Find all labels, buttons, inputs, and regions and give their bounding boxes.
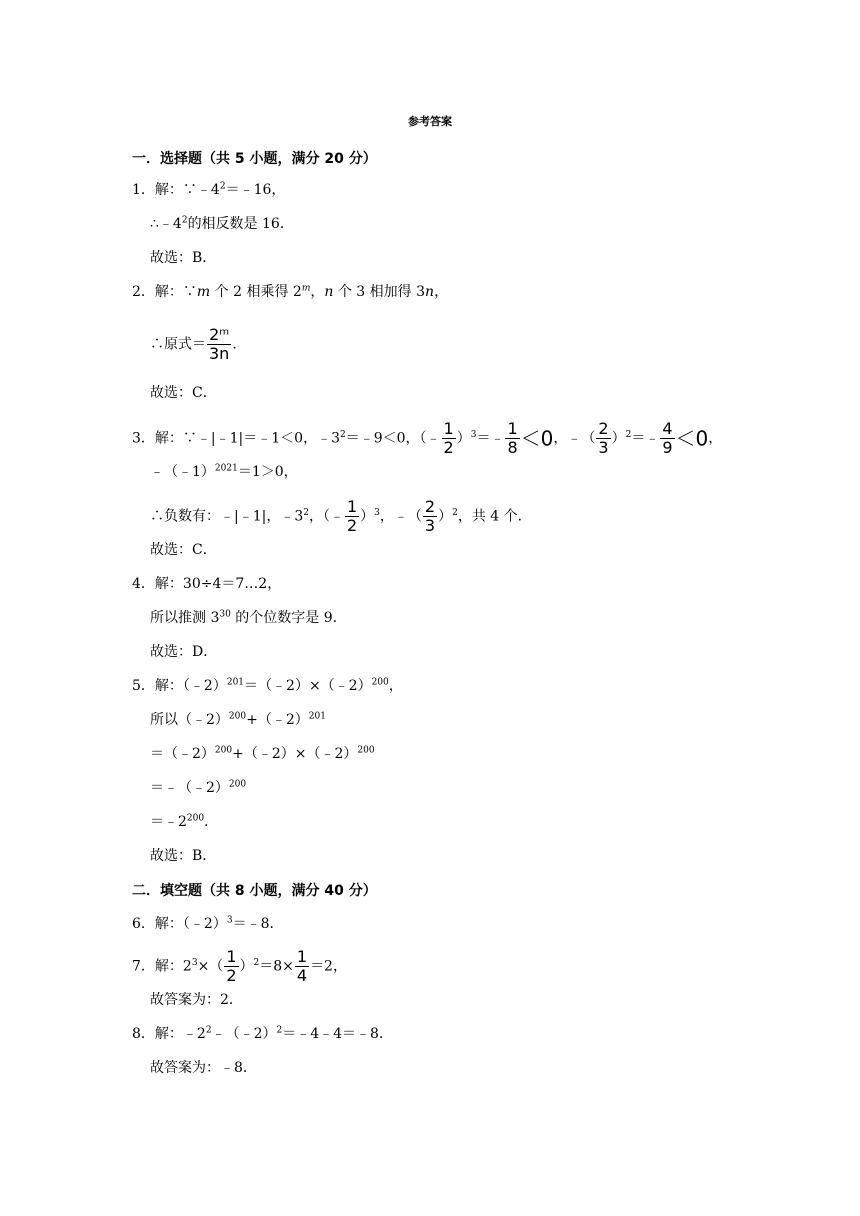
q8-line-1: 8．解：$﹣2^2﹣(﹣2)^2=﹣4﹣4=﹣8$． — [132, 1025, 393, 1042]
q5-line-3: ＝（﹣2）$^{200}$+（﹣2）×（﹣2）$^{200}$ — [150, 745, 375, 762]
q4-line-1: 4．解：30÷4＝7…2， — [132, 576, 282, 592]
q1-line-2: $\therefore﹣4^2$的相反数是 16． — [150, 215, 294, 232]
q2-line-1: 2．解：∵m 个 2 相乘得 2$^m$，n 个 3 相加得 3n， — [132, 283, 449, 300]
section-heading-choice: 一．选择题（共 5 小题，满分 20 分） — [132, 151, 377, 167]
q3-answer: 故选：C． — [150, 542, 217, 558]
q1-line-1: 1．解：$\because﹣4^2=﹣16$， — [132, 181, 286, 198]
fraction: $\frac{1}{2}$ — [443, 419, 454, 457]
q1-answer: 故选：B． — [150, 250, 217, 266]
q8-answer: 故答案为：﹣8． — [150, 1060, 257, 1076]
fraction: $\frac{\text{2ᵐ}}{3n}$ — [209, 325, 230, 363]
fraction: $\frac{1}{2}$ — [346, 497, 358, 535]
q5-line-1: 5．解：（﹣2）$^{201}$＝（﹣2）×（﹣2）$^{200}$， — [132, 677, 403, 694]
q6-line-1: 6．解：（﹣2）$^3$＝﹣8． — [132, 915, 284, 932]
q5-line-2: 所以（﹣2）$^{200}$+（﹣2）$^{201}$ — [150, 711, 326, 728]
q4-answer: 故选：D． — [150, 644, 218, 660]
q3-line-3: ∴负数有：﹣|﹣1|，$﹣3^2$，（﹣ $\frac{1}{2}$ ）$^3$，﹣（ $\frac{2}{3}$ ）$^2$，共 4 个． — [150, 497, 532, 535]
q3-line-2: ﹣（﹣1）$^{2021}$＝1＞0， — [150, 463, 298, 480]
q4-line-2: 所以推测 $3^{30}$ 的个位数字是 9． — [150, 609, 347, 626]
fraction: $\frac{1}{2}$ — [226, 947, 237, 985]
fraction: $\frac{4}{9}$ — [662, 419, 673, 457]
fraction: $\frac{1}{8}$ — [507, 419, 518, 457]
q5-answer: 故选：B． — [150, 848, 217, 864]
fraction: $\frac{1}{4}$ — [296, 947, 308, 985]
q7-answer: 故答案为：2． — [150, 992, 243, 1008]
q3-line-1: 3．解：∵﹣|﹣1|＝﹣1＜0，$﹣3^2=﹣9<0$，（﹣ $\frac{1}{2}$ ）$^3$＝﹣ $\frac{1}{8}$ ＜0，﹣（ $\frac{2}{3}$ ）$^2$＝﹣ $\frac{4}{9}$ ＜0， — [132, 419, 723, 457]
q7-line-1: 7．解：$2^3\times$（ $\frac{1}{2}$ ）$^2$＝8× $\frac{1}{4}$ ＝2， — [132, 947, 347, 985]
section-heading-fill: 二．填空题（共 8 小题，满分 40 分） — [132, 883, 377, 899]
fraction: $\frac{2}{3}$ — [598, 419, 609, 457]
q2-line-2: ∴原式＝ $\frac{\text{2ᵐ}}{3n}$ ． — [150, 325, 247, 363]
q5-line-5: $=﹣2^{200}$． — [150, 813, 219, 830]
page-title: 参考答案 — [408, 115, 452, 128]
q5-line-4: ＝﹣（﹣2）$^{200}$ — [150, 779, 247, 796]
q2-answer: 故选：C． — [150, 385, 217, 401]
fraction: $\frac{2}{3}$ — [424, 497, 436, 535]
